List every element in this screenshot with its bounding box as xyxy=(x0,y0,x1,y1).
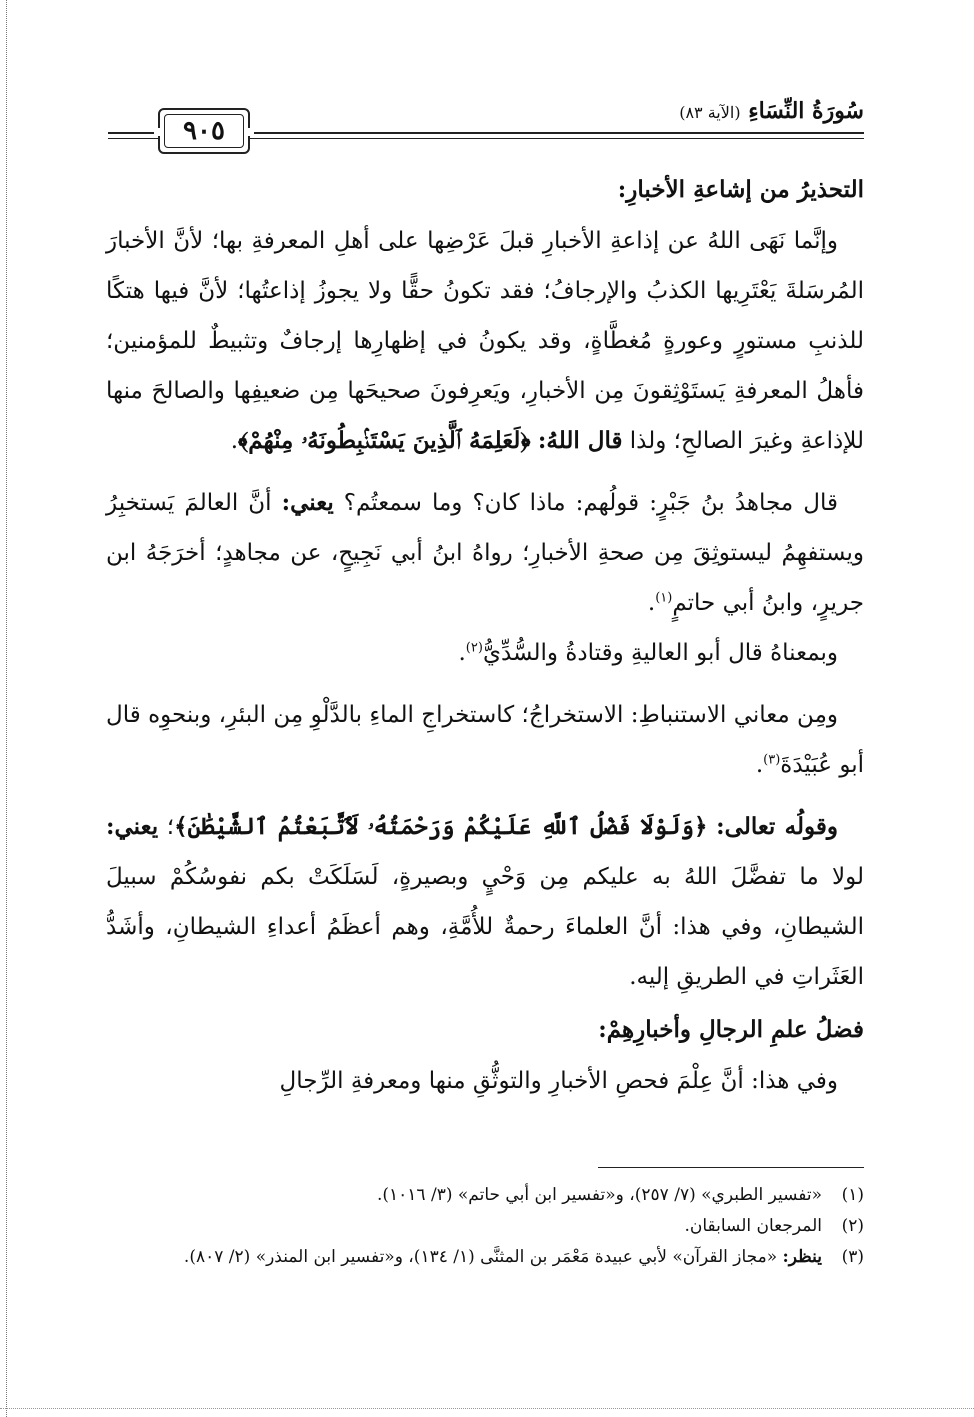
footnote-ref[interactable]: (٣) xyxy=(763,752,781,768)
ayah-reference: (الآية ٨٣) xyxy=(679,103,741,122)
section-heading: فضلُ علمِ الرجالِ وأخبارِهِمْ: xyxy=(598,1016,864,1043)
footnote-ref[interactable]: (٢) xyxy=(465,640,483,656)
paragraph-text: لولا ما تفضَّلَ اللهُ به عليكم مِن وَحْيٍ وبصيرةٍ، لَسَلَكَتْ بكم نفوسُكُمْ سبيلَ الشيطانِ، وفي هذا: أنَّ العلماءَ رحمةٌ للأُمَّةِ، وهم أعظَمُ أعداءِ الشيطانِ، وأشَدُّ العَثَراتِ في الطريقِ إليه. xyxy=(106,864,864,990)
paragraph: قال مجاهدُ بنُ جَبْرٍ: قولُهم: ماذا كان؟ وما سمعتُم؟ يعني: أنَّ العالمَ يَستخبِرُ ويستفهِمُ ليستوثِقَ مِن صحةِ الأخبارِ؛ رواهُ ابنُ أبي نَجِيحٍ، عن مجاهدٍ؛ أخرَجَهُ ابن جريرٍ، وابنُ أبي حاتمٍ$^{(١)}$. xyxy=(106,489,864,616)
paragraph: وقولُه تعالى: ﴿وَلَوْلَا فَضْلُ ٱللَّهِ عَلَيْكُمْ وَرَحْمَتُهُۥ لَٱتَّبَعْتُمُ ٱلشَّيْطَٰنَ﴾؛ يعني: لولا ما تفضَّلَ اللهُ به عليكم مِن وَحْيٍ وبصيرةٍ، لَسَلَكَتْ بكم نفوسُكُمْ سبيلَ الشيطانِ، وفي هذا: أنَّ العلماءَ رحمةٌ للأُمَّةِ، وهم أعظَمُ أعداءِ الشيطانِ، وأشَدُّ العَثَراتِ في الطريقِ إليه. xyxy=(106,813,864,990)
paragraph-text: وإنَّما نَهَى اللهُ عن إذاعةِ الأخبارِ قبلَ عَرْضِها على أهلِ المعرفةِ بها؛ لأنَّ الأخبارَ المُرسَلةَ يَعْتَرِيها الكذبُ والإرجافُ؛ فقد تكونُ حقًّا ولا يجوزُ إذاعتُها؛ لأنَّ فيها هتكًا للذنبِ مستورٍ وعورةٍ مُغطَّاةٍ، وقد يكونُ في إظهارِها إرجافٌ وتثبيطٌ للمؤمنين؛ فأهلُ المعرفةِ يَستَوْثِقونَ مِن الأخبارِ، ويَعرِفونَ صحيحَها مِن ضعيفِها والصالحَ منها للإذاعةِ وغيرَ الصالحِ؛ ولذا xyxy=(106,228,864,454)
footnote-text: ينظر: «مجاز القرآن» لأبي عبيدة مَعْمَر بن المثنَّى (١/ ١٣٤)، و«تفسير ابن المنذر» (٢/ ٨٠٧). xyxy=(183,1247,822,1267)
paragraph-text: وفي هذا: أنَّ عِلْمَ فحصِ الأخبارِ والتوثُّقِ منها ومعرفةِ الرِّجالِ xyxy=(279,1068,838,1094)
footnote-number: (٣) xyxy=(841,1247,864,1267)
paragraph: ومِن معاني الاستنباطِ: الاستخراجُ؛ كاستخراجِ الماءِ بالدَّلْوِ مِن البئرِ، وبنحوِه قال أبو عُبَيْدَةَ$^{(٣)}$. xyxy=(106,702,864,778)
running-title xyxy=(669,98,864,130)
section-heading: التحذيرُ من إشاعةِ الأخبارِ: xyxy=(617,176,864,203)
footnote-number: (٢) xyxy=(841,1216,864,1236)
footnote xyxy=(106,1211,864,1242)
paragraph: وإنَّما نَهَى اللهُ عن إذاعةِ الأخبارِ قبلَ عَرْضِها على أهلِ المعرفةِ بها؛ لأنَّ الأخبارَ المُرسَلةَ يَعْتَرِيها الكذبُ والإرجافُ؛ فقد تكونُ حقًّا ولا يجوزُ إذاعتُها؛ لأنَّ فيها هتكًا للذنبِ مستورٍ وعورةٍ مُغطَّاةٍ، وقد يكونُ في إظهارِها إرجافٌ وتثبيطٌ للمؤمنين؛ فأهلُ المعرفةِ يَستَوْثِقونَ مِن الأخبارِ، ويَعرِفونَ صحيحَها مِن ضعيفِها والصالحَ منها للإذاعةِ وغيرَ الصالحِ؛ ولذا قال اللهُ: ﴿لَعَلِمَهُ ٱلَّذِينَ يَسْتَنۢبِطُونَهُۥ مِنْهُمْ﴾. xyxy=(106,228,864,454)
main-text xyxy=(106,170,864,1106)
footnote-number: (١) xyxy=(841,1185,864,1205)
footnote xyxy=(106,1180,864,1211)
yani-label: يعني: xyxy=(281,489,334,516)
paragraph-text: ومِن معاني الاستنباطِ: الاستخراجُ؛ كاستخراجِ الماءِ بالدَّلْوِ مِن البئرِ، وبنحوِه قال أبو عُبَيْدَةَ xyxy=(106,702,864,778)
surah-title: سُورَةُ النِّسَاءِ xyxy=(748,98,864,124)
footnote-text: المرجعان السابقان. xyxy=(684,1216,822,1236)
paragraph: وبمعناهُ قال أبو العاليةِ وقتادةُ والسُّدِّيُّ$^{(٢)}$. xyxy=(458,640,838,666)
paragraph-text: أنَّ العالمَ يَستخبِرُ ويستفهِمُ ليستوثِقَ مِن صحةِ الأخبارِ؛ رواهُ ابنُ أبي نَجِيحٍ، عن مجاهدٍ؛ أخرَجَهُ ابن جريرٍ، وابنُ أبي حاتمٍ xyxy=(106,490,864,616)
footnote-separator xyxy=(598,1167,864,1168)
page-number: ٩٠٥ xyxy=(164,114,244,148)
verse-lead: وقولُه تعالى: xyxy=(716,813,838,840)
scan-edge-left xyxy=(6,0,7,1417)
paragraph-text: قال مجاهدُ بنُ جَبْرٍ: قولُهم: ماذا كان؟ وما سمعتُم؟ xyxy=(343,490,838,516)
quran-quote: ﴿وَلَوْلَا فَضْلُ ٱللَّهِ عَلَيْكُمْ وَرَحْمَتُهُۥ لَٱتَّبَعْتُمُ ٱلشَّيْطَٰنَ﴾ xyxy=(174,813,708,840)
footnotes xyxy=(106,1180,864,1273)
paragraph-text: وبمعناهُ قال أبو العاليةِ وقتادةُ والسُّدِّيُّ xyxy=(482,640,838,666)
quran-quote: ﴿لَعَلِمَهُ ٱلَّذِينَ يَسْتَنۢبِطُونَهُۥ مِنْهُمْ﴾ xyxy=(238,427,531,454)
page-number-frame xyxy=(158,108,250,154)
footnote xyxy=(106,1242,864,1273)
footnote-text: «تفسير الطبري» (٧/ ٢٥٧)، و«تفسير ابن أبي حاتم» (٣/ ١٠١٦). xyxy=(376,1185,822,1205)
yani-label: يعني: xyxy=(106,813,159,840)
footnote-ref[interactable]: (١) xyxy=(655,590,673,606)
scan-edge-bottom xyxy=(0,1408,974,1409)
page-header xyxy=(108,92,864,168)
qala-allah: قال اللهُ: xyxy=(537,427,623,454)
paragraph xyxy=(106,1056,864,1106)
